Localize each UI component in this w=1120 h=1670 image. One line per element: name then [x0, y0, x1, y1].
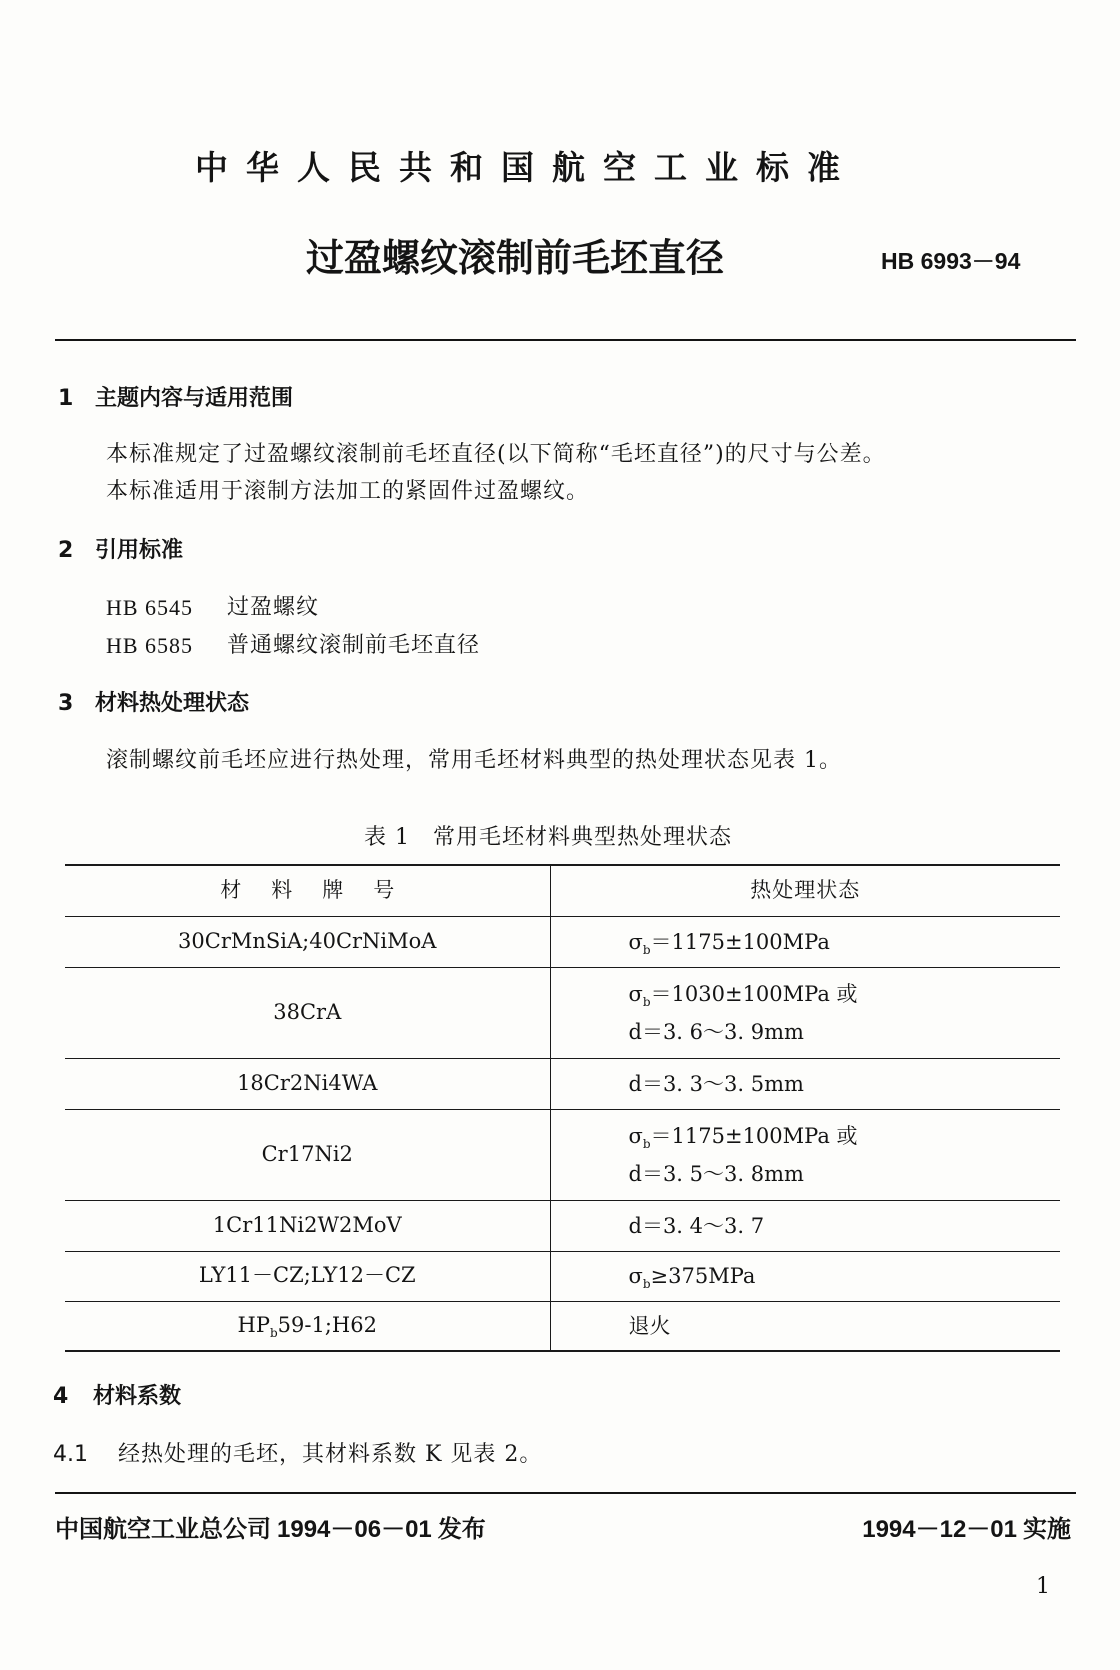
- section-2-number: 2: [58, 538, 74, 563]
- state-cell: $\sigma_b\ge 375MPa$: [550, 1251, 1060, 1301]
- reference-code: HB 6545: [106, 595, 194, 620]
- reference-code: HB 6585: [106, 633, 194, 658]
- issue-date: 1994－06－01: [277, 1516, 432, 1543]
- standard-org-title: 中华人民共和国航空工业标准: [195, 148, 858, 187]
- clause-text: 经热处理的毛坯，其材料系数 K 见表 2。: [118, 1442, 543, 1467]
- section-1-title: 主题内容与适用范围: [95, 386, 294, 411]
- material-cell: $HP_b59-1;H62$: [65, 1301, 550, 1351]
- effective-label: 实施: [1023, 1515, 1071, 1543]
- table-row: [65, 967, 1060, 1058]
- state-cell: $\sigma_b=1030\pm 100MPa$ 或 d＝3. 6～3. 9mm: [550, 967, 1060, 1058]
- column-header-state: 热处理状态: [550, 865, 1060, 916]
- section-1-number: 1: [58, 386, 74, 411]
- table-caption-number: 表 1: [364, 825, 410, 850]
- page-number: 1: [1036, 1574, 1050, 1599]
- document-code: HB 6993－94: [881, 248, 1021, 274]
- reference-title: 普通螺纹滚制前毛坯直径: [227, 633, 481, 658]
- state-cell: 退火: [550, 1301, 1060, 1351]
- section-2-title: 引用标准: [95, 538, 184, 563]
- material-cell: 38CrA: [65, 967, 550, 1058]
- section-4-title: 材料系数: [93, 1384, 182, 1409]
- footer-rule: [55, 1492, 1076, 1494]
- issuer-name: 中国航空工业总公司: [55, 1515, 271, 1543]
- effective-date: 1994－12－01: [862, 1516, 1017, 1543]
- material-cell: Cr17Ni2: [65, 1109, 550, 1200]
- table-caption-title: 常用毛坯材料典型热处理状态: [433, 825, 733, 850]
- section-3-paragraph: 滚制螺纹前毛坯应进行热处理，常用毛坯材料典型的热处理状态见表 1。: [106, 748, 842, 773]
- section-1-paragraph: 本标准规定了过盈螺纹滚制前毛坯直径(以下简称“毛坯直径”)的尺寸与公差。: [106, 442, 886, 467]
- material-cell: 1Cr11Ni2W2MoV: [65, 1200, 550, 1251]
- state-cell: $\sigma_b=1175\pm 100MPa$ 或 d＝3. 5～3. 8mm: [550, 1109, 1060, 1200]
- table-header-row: [65, 865, 1060, 916]
- section-3-number: 3: [58, 691, 74, 716]
- column-header-material: 材料牌号: [65, 865, 550, 916]
- material-cell: 30CrMnSiA;40CrNiMoA: [65, 916, 550, 967]
- section-1-paragraph: 本标准适用于滚制方法加工的紧固件过盈螺纹。: [106, 479, 590, 504]
- section-4-number: 4: [53, 1384, 69, 1409]
- state-cell: d＝3. 3～3. 5mm: [550, 1058, 1060, 1109]
- table-row: [65, 1058, 1060, 1109]
- header-rule: [55, 339, 1076, 341]
- table-row: [65, 1251, 1060, 1301]
- material-cell: 18Cr2Ni4WA: [65, 1058, 550, 1109]
- table-row: [65, 1200, 1060, 1251]
- section-3-title: 材料热处理状态: [95, 691, 250, 716]
- table-row: [65, 1301, 1060, 1351]
- document-title: 过盈螺纹滚制前毛坯直径: [306, 236, 725, 280]
- table-row: [65, 1109, 1060, 1200]
- state-cell: d＝3. 4～3. 7: [550, 1200, 1060, 1251]
- table-row: [65, 916, 1060, 967]
- clause-number: 4.1: [53, 1442, 88, 1467]
- state-cell: $\sigma_b=1175\pm 100MPa$: [550, 916, 1060, 967]
- material-cell: LY11－CZ;LY12－CZ: [65, 1251, 550, 1301]
- issue-label: 发布: [437, 1515, 486, 1543]
- reference-title: 过盈螺纹: [227, 595, 320, 620]
- heat-treatment-table: [65, 864, 1060, 1352]
- effective-statement: [856, 1515, 1071, 1545]
- issue-statement: [55, 1515, 486, 1545]
